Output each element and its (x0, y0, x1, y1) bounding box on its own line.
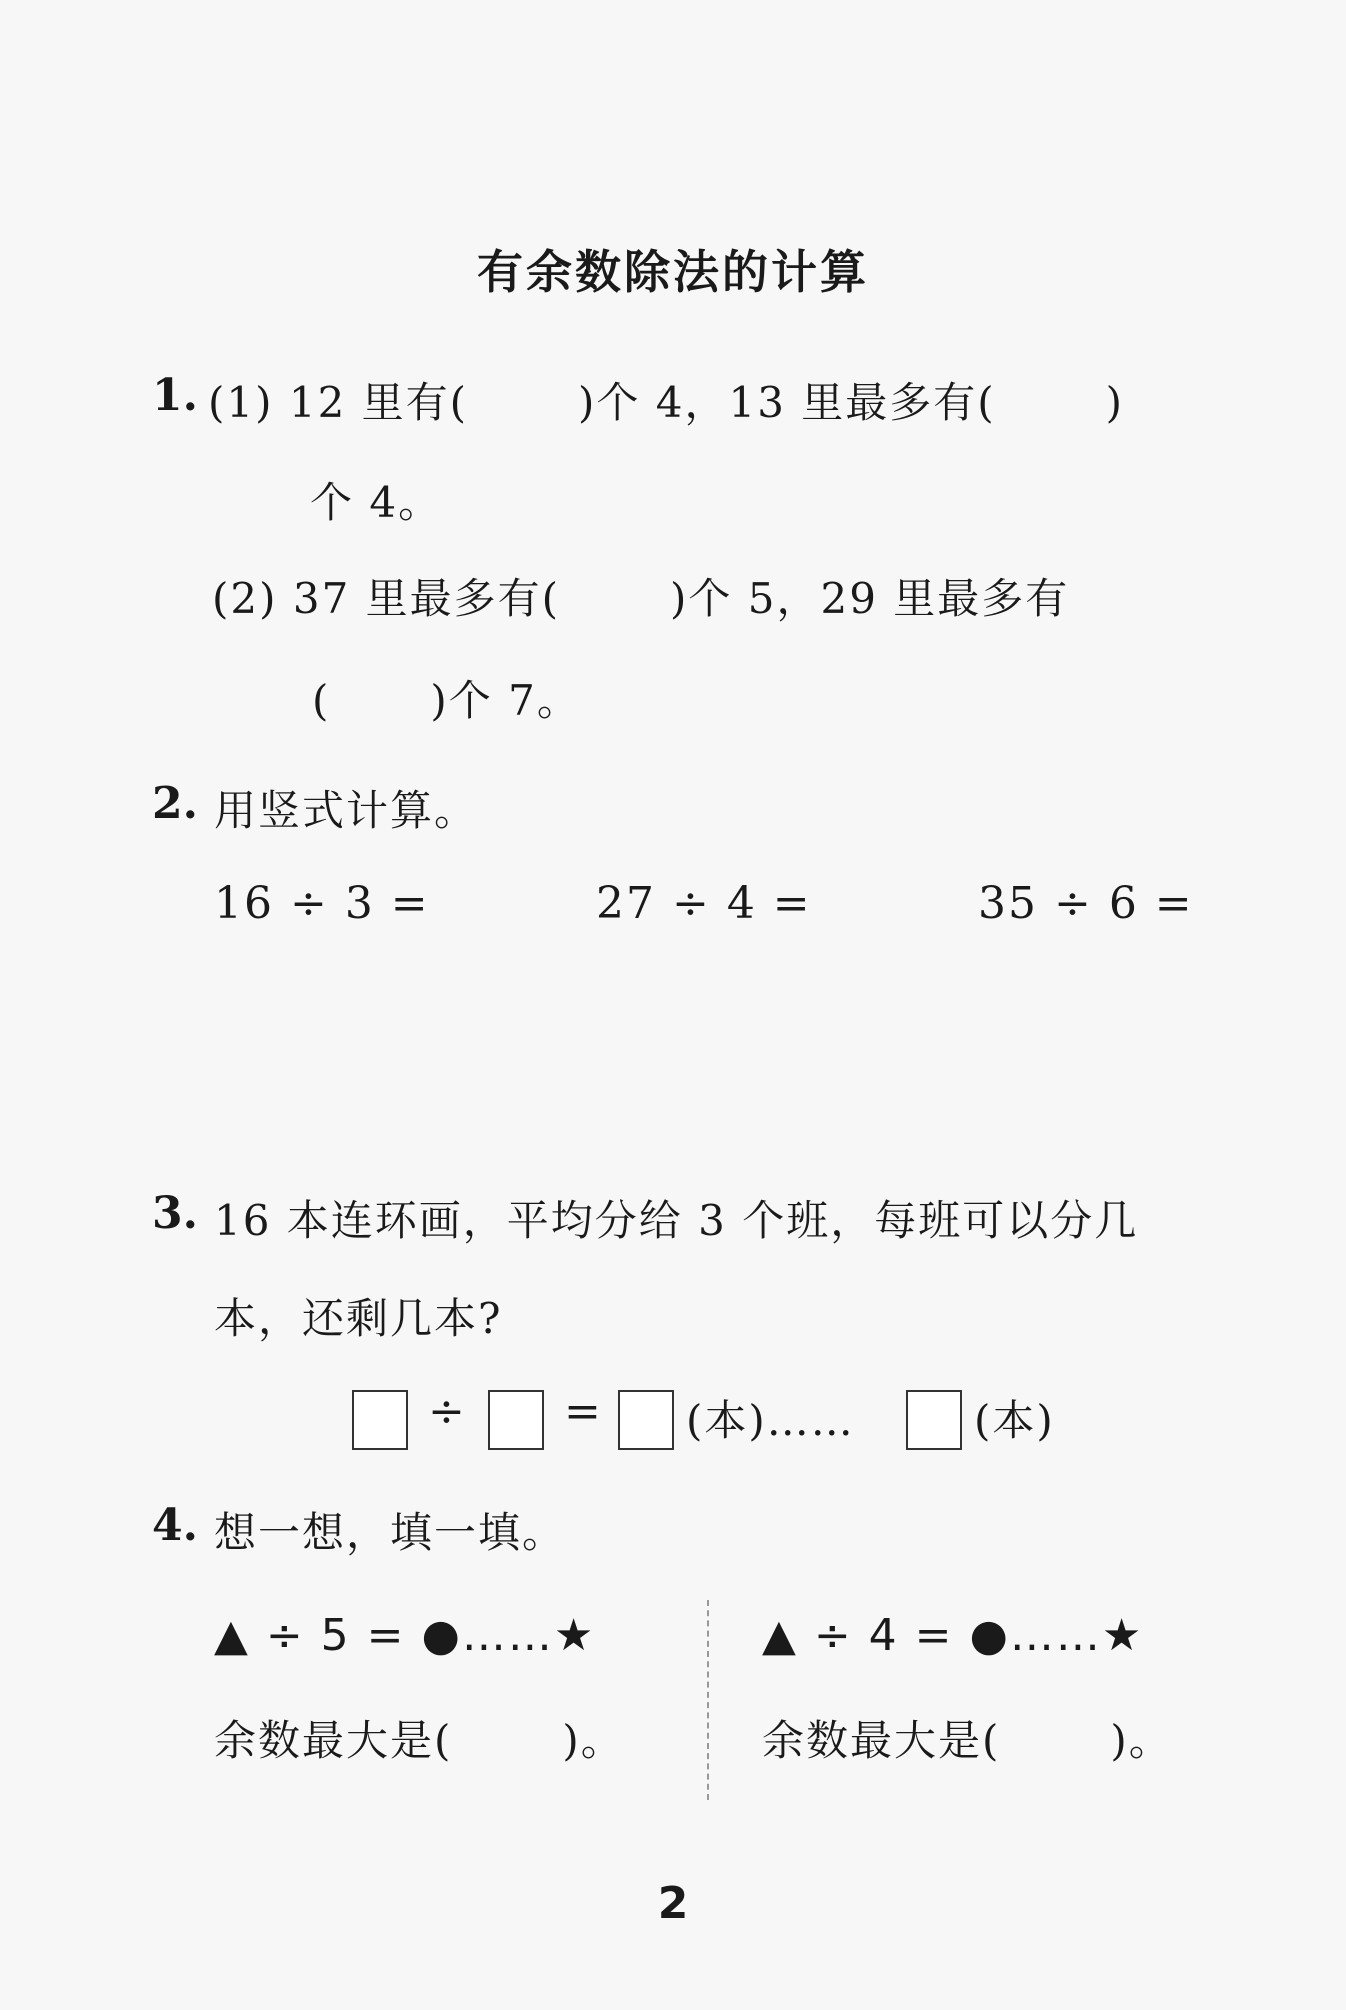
q4-instruction: 想一想，填一填。 (214, 1508, 567, 1557)
q3-text-line-1: 16 本连环画，平均分给 3 个班，每班可以分几 (214, 1196, 1139, 1245)
q3-text-line-2: 本，还剩几本? (214, 1294, 503, 1343)
q1-part1-line (208, 370, 1124, 430)
q1-part2-line (212, 566, 1069, 626)
q1-part1-continuation: 个 4。 (310, 478, 443, 527)
q3-equals-sign: = (564, 1386, 603, 1437)
q1-part1-start: (1) 12 里有( (208, 378, 469, 427)
q4-left-expression: ▲ ÷ 5 = ●……★ (214, 1610, 596, 1661)
q1-number: 1. (152, 370, 198, 421)
q3-dividend-box[interactable] (352, 1390, 408, 1450)
q4-left-answer (214, 1708, 625, 1768)
q4-right-answer-open: 余数最大是( (762, 1716, 1001, 1765)
q1-part1-end: ) (1105, 378, 1125, 427)
q4-number: 4. (152, 1500, 198, 1551)
q4-right-expression: ▲ ÷ 4 = ●……★ (762, 1610, 1144, 1661)
q2-expression-1: 16 ÷ 3 = (214, 878, 430, 929)
q3-divide-sign: ÷ (428, 1386, 467, 1437)
q1-part2-mid: )个 5，29 里最多有 (670, 574, 1070, 623)
q4-dashed-divider (707, 1600, 709, 1800)
q1-part2-cont-end: )个 7。 (430, 676, 581, 725)
q1-part2-start: (2) 37 里最多有( (212, 574, 561, 623)
q1-part2-continuation (312, 668, 581, 728)
page-title: 有余数除法的计算 (477, 245, 869, 299)
q2-expression-3: 35 ÷ 6 = (978, 878, 1194, 929)
q3-divisor-box[interactable] (488, 1390, 544, 1450)
q3-number: 3. (152, 1188, 198, 1239)
q4-left-answer-close: )。 (562, 1716, 625, 1765)
q2-instruction: 用竖式计算。 (214, 786, 479, 835)
q3-unit-remainder: (本) (974, 1396, 1055, 1445)
q1-part2-cont-open: ( (312, 676, 331, 725)
q4-left-answer-open: 余数最大是( (214, 1716, 453, 1765)
q3-remainder-box[interactable] (906, 1390, 962, 1450)
q4-right-answer (762, 1708, 1173, 1768)
q4-right-answer-close: )。 (1110, 1716, 1173, 1765)
page-number: 2 (657, 1878, 689, 1929)
q1-part1-mid: )个 4，13 里最多有( (578, 378, 996, 427)
q2-number: 2. (152, 778, 198, 829)
q3-unit-quotient: (本)…… (686, 1396, 855, 1445)
q3-quotient-box[interactable] (618, 1390, 674, 1450)
q2-expression-2: 27 ÷ 4 = (596, 878, 812, 929)
